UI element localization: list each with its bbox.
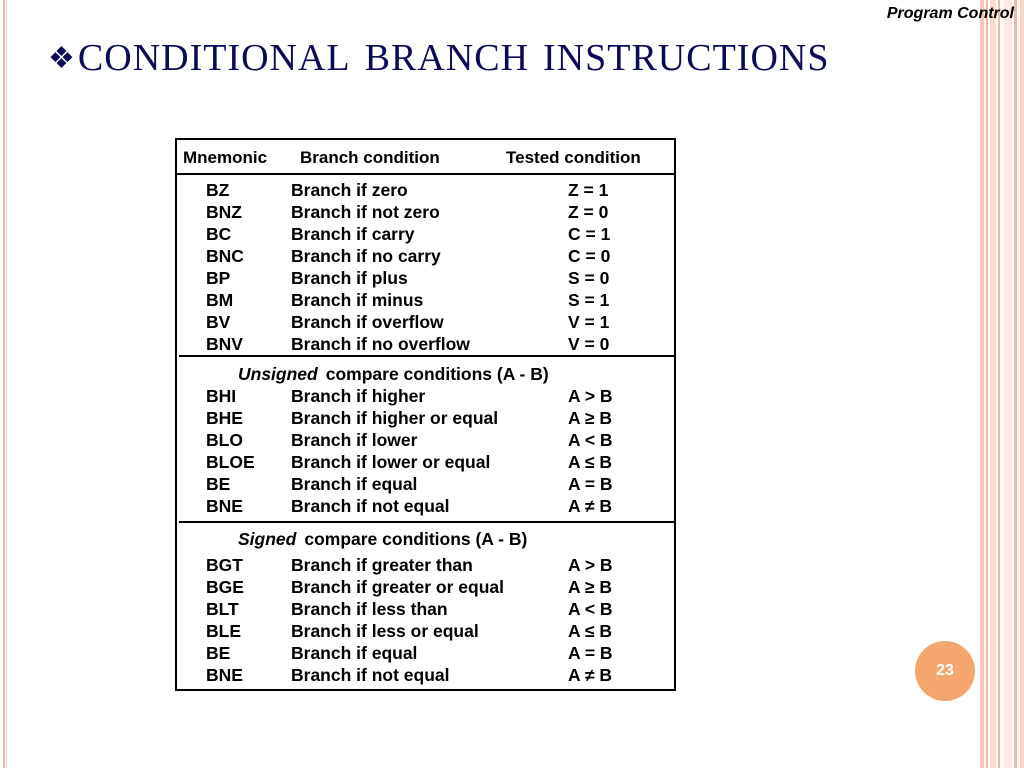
tested-cell: V = 1 (568, 312, 610, 332)
table-row (177, 268, 674, 290)
mnemonic-cell: BNZ (206, 202, 242, 222)
mnemonic-cell: BLT (206, 599, 239, 619)
condition-cell: Branch if lower or equal (291, 452, 491, 472)
mnemonic-cell: BNE (206, 665, 243, 685)
table-row (177, 290, 674, 312)
mnemonic-cell: BGT (206, 555, 243, 575)
condition-cell: Branch if not zero (291, 202, 440, 222)
section-label: Program Control (886, 5, 1014, 22)
tested-cell: Z = 1 (568, 180, 609, 200)
right-stripe-decoration (980, 0, 1024, 768)
tested-cell: Z = 0 (568, 202, 609, 222)
mnemonic-cell: BLOE (206, 452, 255, 472)
mnemonic-cell: BNV (206, 334, 243, 354)
table-row (177, 496, 674, 518)
section-divider (179, 521, 674, 523)
condition-cell: Branch if no carry (291, 246, 441, 266)
condition-cell: Branch if not equal (291, 496, 450, 516)
table-row (177, 246, 674, 268)
mnemonic-cell: BM (206, 290, 234, 310)
column-header-branch-condition: Branch condition (300, 148, 440, 167)
mnemonic-cell: BE (206, 474, 231, 494)
mnemonic-cell: BV (206, 312, 231, 332)
title-word: CONDITIONAL (77, 37, 351, 79)
condition-cell: Branch if minus (291, 290, 424, 310)
mnemonic-cell: BNE (206, 496, 243, 516)
branch-instructions-table (175, 138, 676, 691)
tested-cell: A > B (568, 386, 613, 406)
slide-title (48, 36, 843, 80)
section-subheading-signed: Signed compare conditions (A - B) (238, 529, 528, 549)
table-row (177, 386, 674, 408)
tested-cell: S = 0 (568, 268, 610, 288)
condition-cell: Branch if higher (291, 386, 426, 406)
table-row (177, 334, 674, 356)
table-row (177, 643, 674, 665)
condition-cell: Branch if less or equal (291, 621, 479, 641)
page-number-badge: 23 (915, 641, 975, 701)
condition-cell: Branch if overflow (291, 312, 444, 332)
tested-cell: A ≠ B (568, 496, 612, 516)
left-border-decoration-inner (6, 0, 7, 768)
table-row (177, 599, 674, 621)
table-row (177, 452, 674, 474)
condition-cell: Branch if greater than (291, 555, 473, 575)
mnemonic-cell: BHI (206, 386, 237, 406)
tested-cell: A < B (568, 430, 613, 450)
title-word: BRANCH (364, 37, 530, 79)
table-row (177, 665, 674, 687)
condition-cell: Branch if higher or equal (291, 408, 499, 428)
table-row (177, 312, 674, 334)
condition-cell: Branch if less than (291, 599, 448, 619)
condition-cell: Branch if no overflow (291, 334, 470, 354)
table-header (177, 140, 674, 175)
table-row (177, 474, 674, 496)
table-row (177, 180, 674, 202)
mnemonic-cell: BP (206, 268, 231, 288)
tested-cell: A ≥ B (568, 577, 612, 597)
table-row (177, 408, 674, 430)
table-row (177, 224, 674, 246)
table-row (177, 555, 674, 577)
condition-cell: Branch if equal (291, 643, 418, 663)
table-row (177, 430, 674, 452)
tested-cell: A ≤ B (568, 621, 612, 641)
mnemonic-cell: BC (206, 224, 232, 244)
mnemonic-cell: BLO (206, 430, 243, 450)
tested-cell: C = 0 (568, 246, 611, 266)
mnemonic-cell: BGE (206, 577, 244, 597)
section-subheading-unsigned: Unsigned compare conditions (A - B) (238, 364, 549, 384)
left-border-decoration (3, 0, 5, 768)
tested-cell: A < B (568, 599, 613, 619)
diamond-bullet-icon: ❖ (48, 42, 76, 75)
column-header-tested-condition: Tested condition (506, 148, 641, 167)
tested-cell: S = 1 (568, 290, 610, 310)
table-row (177, 621, 674, 643)
tested-cell: A = B (568, 643, 613, 663)
tested-cell: A ≥ B (568, 408, 612, 428)
mnemonic-cell: BLE (206, 621, 241, 641)
table-row (177, 202, 674, 224)
tested-cell: V = 0 (568, 334, 610, 354)
mnemonic-cell: BE (206, 643, 231, 663)
condition-cell: Branch if lower (291, 430, 418, 450)
section-divider (179, 355, 674, 357)
condition-cell: Branch if greater or equal (291, 577, 504, 597)
column-header-mnemonic: Mnemonic (183, 148, 268, 167)
condition-cell: Branch if not equal (291, 665, 450, 685)
condition-cell: Branch if carry (291, 224, 415, 244)
title-word: INSTRUCTIONS (543, 37, 830, 79)
mnemonic-cell: BHE (206, 408, 243, 428)
condition-cell: Branch if zero (291, 180, 408, 200)
tested-cell: A > B (568, 555, 613, 575)
mnemonic-cell: BZ (206, 180, 230, 200)
condition-cell: Branch if plus (291, 268, 408, 288)
table-row (177, 577, 674, 599)
tested-cell: A ≤ B (568, 452, 612, 472)
tested-cell: A ≠ B (568, 665, 612, 685)
tested-cell: C = 1 (568, 224, 611, 244)
mnemonic-cell: BNC (206, 246, 244, 266)
condition-cell: Branch if equal (291, 474, 418, 494)
tested-cell: A = B (568, 474, 613, 494)
